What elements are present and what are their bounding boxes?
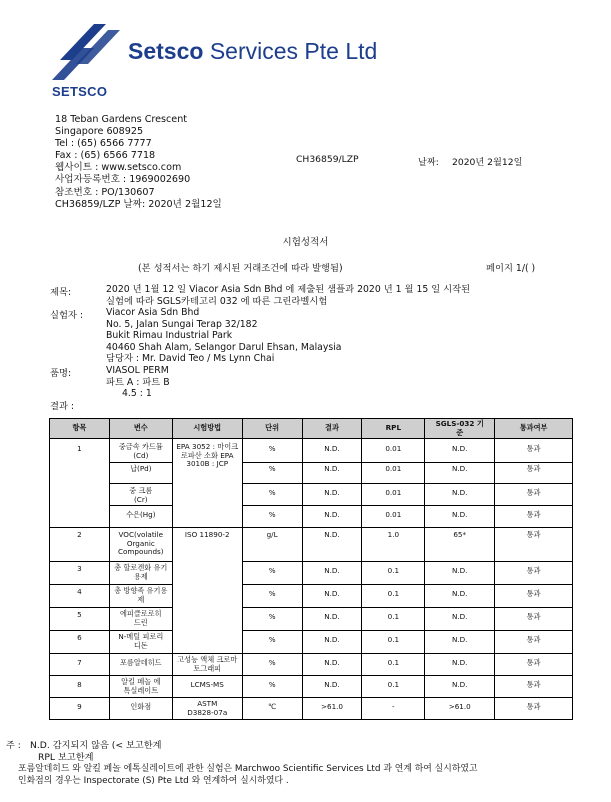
note-line: RPL 보고한계: [38, 752, 94, 763]
item-number: 2: [50, 528, 110, 562]
table-header-row: [50, 419, 573, 439]
unit-cell: %: [242, 484, 302, 506]
item-number: 3: [50, 562, 110, 585]
standard-cell: 65*: [425, 528, 495, 562]
rpl-cell: 1.0: [362, 528, 425, 562]
table-row: [50, 506, 573, 528]
parameter-cell: 중금속 카드뮴(Cd): [109, 439, 172, 463]
table-row: [50, 631, 573, 654]
table-row: [50, 654, 573, 676]
note-paragraph: 인화점의 경우는 Inspectorate (S) Pte Ltd 와 연계하여 실시하였다 .: [18, 776, 289, 786]
pass-cell: 통과: [495, 484, 573, 506]
results-table: [49, 418, 573, 720]
result-cell: N.D.: [302, 585, 362, 608]
standard-cell: N.D.: [425, 484, 495, 506]
table-row: [50, 585, 573, 608]
applicant-text: [106, 307, 341, 365]
subject-line: 2020 년 1월 12 일 Viacor Asia Sdn Bhd 에 제출된 샘플과 2020 년 1 월 15 일 시작된: [106, 284, 471, 295]
address-line: 참조번호 : PO/130607: [55, 186, 155, 198]
table-row: [50, 528, 573, 562]
table-row: [50, 439, 573, 463]
rpl-cell: 0.1: [362, 631, 425, 654]
result-cell: N.D.: [302, 631, 362, 654]
note-line: N.D. 감지되지 않음 (< 보고한계: [30, 740, 162, 751]
applicant-line: No. 5, Jalan Sungai Terap 32/182: [106, 318, 258, 330]
company-address: [55, 114, 222, 211]
page-number: 페이지 1/( ): [486, 263, 536, 274]
result-cell: N.D.: [302, 528, 362, 562]
standard-cell: N.D.: [425, 439, 495, 463]
header-cell: 변수: [109, 419, 172, 439]
result-cell: N.D.: [302, 654, 362, 676]
result-cell: N.D.: [302, 562, 362, 585]
product-line: 4.5 : 1: [122, 388, 152, 400]
unit-cell: %: [242, 585, 302, 608]
result-cell: N.D.: [302, 506, 362, 528]
address-line: 18 Teban Gardens Crescent: [55, 114, 188, 125]
note-paragraph: 포름알데히드 와 알킬 페놀 에톡실레이트에 관한 실험은 Marchwoo Scientific Services Ltd 과 연계 하여 실시하였고: [18, 764, 478, 774]
table-row: [50, 562, 573, 585]
result-cell: N.D.: [302, 439, 362, 463]
applicant-label: 실험자 :: [50, 310, 84, 321]
parameter-cell: 총 할로겐화 유기 용제: [109, 562, 172, 585]
result-cell: N.D.: [302, 484, 362, 506]
unit-cell: %: [242, 608, 302, 631]
address-line: CH36859/LZP 날짜: 2020년 2월12일: [55, 198, 222, 210]
product-text: [106, 365, 170, 400]
result-cell: N.D.: [302, 676, 362, 698]
method-cell: ISO 11890-2: [172, 528, 242, 654]
unit-cell: %: [242, 676, 302, 698]
applicant-line: 담당자 : Mr. David Teo / Ms Lynn Chai: [106, 353, 275, 365]
parameter-cell: 인화점: [109, 698, 172, 720]
header-cell: 시험방법: [172, 419, 242, 439]
product-line: VIASOL PERM: [106, 365, 169, 376]
result-label: 결과 :: [50, 401, 75, 412]
pass-cell: 통과: [495, 528, 573, 562]
table-row: [50, 608, 573, 631]
unit-cell: %: [242, 654, 302, 676]
applicant-line: 40460 Shah Alam, Selangor Darul Ehsan, Malaysia: [106, 341, 342, 353]
pass-cell: 통과: [495, 698, 573, 720]
reference-code: CH36859/LZP: [296, 154, 359, 165]
applicant-line: Viacor Asia Sdn Bhd: [106, 307, 200, 318]
unit-cell: %: [242, 631, 302, 654]
unit-cell: %: [242, 506, 302, 528]
parameter-cell: 포름알데히드: [109, 654, 172, 676]
table-row: [50, 484, 573, 506]
table-row: [50, 676, 573, 698]
subject-label: 제목:: [50, 287, 72, 298]
rpl-cell: 0.01: [362, 484, 425, 506]
result-cell: N.D.: [302, 608, 362, 631]
item-number: 1: [50, 439, 110, 528]
subject-text: [106, 284, 470, 307]
item-number: 9: [50, 698, 110, 720]
pass-cell: 통과: [495, 463, 573, 484]
report-subtitle: (본 성적서는 하기 제시된 거래조건에 따라 발행됨): [138, 263, 343, 274]
header-cell: 단위: [242, 419, 302, 439]
standard-cell: N.D.: [425, 654, 495, 676]
header-cell: 통과여부: [495, 419, 573, 439]
unit-cell: %: [242, 562, 302, 585]
parameter-cell: N-메틸 피로리디돈: [109, 631, 172, 654]
unit-cell: ℃: [242, 698, 302, 720]
item-number: 5: [50, 608, 110, 631]
address-line: 사업자등록번호 : 1969002690: [55, 174, 191, 186]
standard-cell: N.D.: [425, 608, 495, 631]
header-cell: 항목: [50, 419, 110, 439]
company-logo-icon: [52, 22, 122, 84]
pass-cell: 통과: [495, 585, 573, 608]
header-cell: SGLS-032 기준: [425, 419, 495, 439]
address-line: 웹사이트 : www.setsco.com: [55, 162, 182, 174]
standard-cell: >61.0: [425, 698, 495, 720]
rpl-cell: 0.1: [362, 608, 425, 631]
parameter-cell: 중 크롬 (Cr): [109, 484, 172, 506]
parameter-cell: 납(Pd): [109, 463, 172, 484]
item-number: 8: [50, 676, 110, 698]
parameter-cell: VOC(volatile Organic Compounds): [109, 528, 172, 562]
address-line: Fax : (65) 6566 7718: [55, 150, 156, 162]
parameter-cell: 총 방향족 유기용제: [109, 585, 172, 608]
result-cell: N.D.: [302, 463, 362, 484]
pass-cell: 통과: [495, 562, 573, 585]
company-short-name: SETSCO: [52, 84, 108, 99]
note-label: 주 :: [6, 740, 21, 751]
rpl-cell: 0.01: [362, 439, 425, 463]
pass-cell: 통과: [495, 654, 573, 676]
pass-cell: 통과: [495, 439, 573, 463]
table-row: [50, 463, 573, 484]
reference-date: 2020년 2월12일: [452, 157, 523, 168]
rpl-cell: 0.01: [362, 463, 425, 484]
standard-cell: N.D.: [425, 506, 495, 528]
standard-cell: N.D.: [425, 463, 495, 484]
rpl-cell: 0.1: [362, 654, 425, 676]
pass-cell: 통과: [495, 506, 573, 528]
product-line: 파트 A : 파트 B: [106, 376, 170, 388]
header-cell: RPL: [362, 419, 425, 439]
standard-cell: N.D.: [425, 676, 495, 698]
unit-cell: %: [242, 463, 302, 484]
parameter-cell: 알킬 페놀 에톡실레이트: [109, 676, 172, 698]
reference-date-label: 날짜:: [418, 157, 439, 168]
standard-cell: N.D.: [425, 562, 495, 585]
item-number: 6: [50, 631, 110, 654]
standard-cell: N.D.: [425, 631, 495, 654]
rpl-cell: 0.01: [362, 506, 425, 528]
item-number: 4: [50, 585, 110, 608]
table-row: [50, 698, 573, 720]
address-line: Singapore 608925: [55, 126, 144, 138]
pass-cell: 통과: [495, 608, 573, 631]
method-cell: LCMS-MS: [172, 676, 242, 698]
item-number: 7: [50, 654, 110, 676]
rpl-cell: 0.1: [362, 676, 425, 698]
parameter-cell: 에피클로로히드린: [109, 608, 172, 631]
subject-line: 실험에 따라 SGLS카테고리 032 에 따른 그린라벨시험: [106, 295, 328, 307]
unit-cell: g/L: [242, 528, 302, 562]
method-cell: ASTM D3828-07a: [172, 698, 242, 720]
unit-cell: %: [242, 439, 302, 463]
rpl-cell: 0.1: [362, 585, 425, 608]
parameter-cell: 수은(Hg): [109, 506, 172, 528]
standard-cell: N.D.: [425, 585, 495, 608]
pass-cell: 통과: [495, 676, 573, 698]
address-line: Tel : (65) 6566 7777: [55, 138, 152, 150]
pass-cell: 통과: [495, 631, 573, 654]
report-title: 시험성적서: [282, 237, 329, 248]
rpl-cell: 0.1: [362, 562, 425, 585]
method-cell: EPA 3052 : 마이크로파산 소화 EPA 3010B : JCP: [172, 439, 242, 528]
product-label: 품명:: [50, 368, 72, 379]
result-cell: >61.0: [302, 698, 362, 720]
rpl-cell: -: [362, 698, 425, 720]
company-name: Setsco Services Pte Ltd: [128, 38, 378, 64]
header-cell: 결과: [302, 419, 362, 439]
method-cell: 고성능 액체 크로마토그래피: [172, 654, 242, 676]
applicant-line: Bukit Rimau Industrial Park: [106, 330, 233, 342]
